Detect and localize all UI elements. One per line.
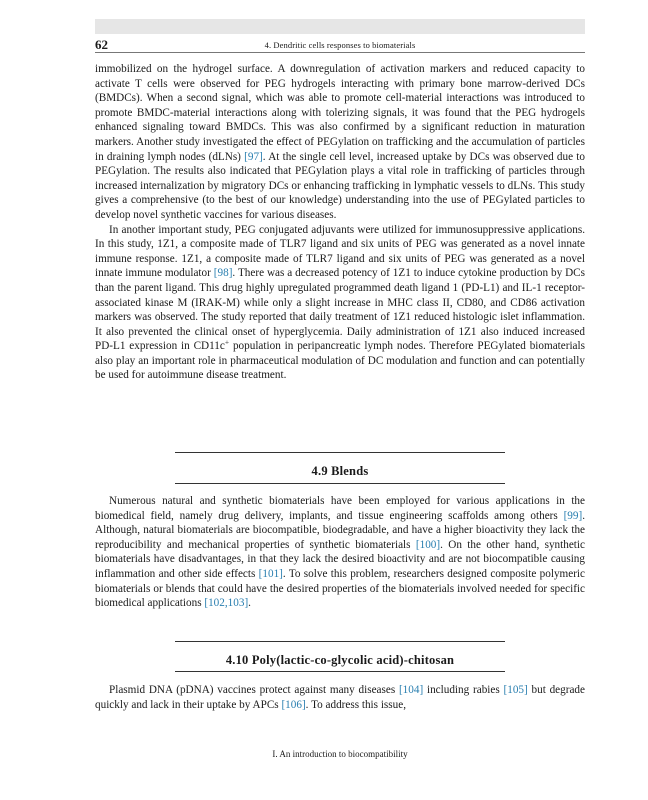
page-footer: I. An introduction to biocompatibility [272,749,408,759]
section-4-9-rule-bottom [175,483,505,484]
header-rule [95,52,585,53]
section-4-10-rule-bottom [175,671,505,672]
section-4-9-rule-top [175,452,505,453]
citation-105[interactable]: [105] [503,684,528,696]
header-bar [95,19,585,34]
paragraph-1: immobilized on the hydrogel surface. A downregulation of activation markers and reduced capacity to activate T cells were observed for PEG hydrogels interacting with primary bone marrow-derived DCs (BMDCs). When a second signal, which was able to promote cell-material interactions was introduced to promote BMDC-material interactions along with tolerizing signals, it was found that the PEG hydrogels enhanced signaling toward BMDCs. This was also confirmed by a significant reduction in maturation markers. Another study investigated the effect of PEGylation on trafficking and the accumulation of particles in draining lymph nodes (dLNs) [97]. At the single cell level, increased uptake by DCs was observed due to PEGylation. The results also indicated that PEGylation plays a vital role in trafficking of particles through increased internalization by migratory DCs or enhancing trafficking in lymphatic vessels to dLNs. This study gives a comprehensive (to the best of our knowledge) understanding into the use of PEGylated particles to develop novel synthetic vaccines for various diseases. [95,63,585,221]
section-4-9-heading: 4.9 Blends [311,464,369,478]
superscript-plus: + [224,337,230,347]
citation-104[interactable]: [104] [398,684,424,696]
citation-102-103[interactable]: [102,103] [204,597,249,610]
section-4-9-body [95,494,585,611]
citation-98[interactable]: [98] [213,267,233,280]
citation-97[interactable]: [97] [244,150,263,163]
citation-100[interactable]: [100] [415,538,441,551]
section-4-10-rule-top [175,641,505,642]
citation-101[interactable]: [101] [258,567,283,580]
paragraph-plga: Plasmid DNA (pDNA) vaccines protect against many diseases [104] including rabies [105] but degrade quickly and lack in their uptake by APCs [106]. To address this issue, [95,684,585,711]
citation-106[interactable]: [106] [281,698,306,711]
section-4-10-heading: 4.10 Poly(lactic-co-glycolic acid)-chitosan [225,653,455,667]
body-text-top [95,62,585,383]
paragraph-2: In another important study, PEG conjugated adjuvants were utilized for immunosuppressive applications. In this study, 1Z1, a composite made of TLR7 ligand and six units of PEG was generated as a novel innate immune response. 1Z1, a composite made of TLR7 ligand and six units of PEG was generated as a novel innate immune modulator [98]. There was a decreased potency of 1Z1 to induce cytokine production by DCs than the parent ligand. This drug highly upregulated programmed death ligand 1 (PD-L1) and IL-1 receptor-associated kinase M (IRAK-M) while only a slight increase in MHC class II, CD80, and CD86 activation markers was observed. The study reported that daily treatment of 1Z1 reduced histologic islet inflammation. It also prevented the clinical onset of hyperglycemia. Daily administration of 1Z1 also induced increased PD-L1 expression in CD11c+ population in peripancreatic lymph nodes. Therefore PEGylated biomaterials also play an important role in pharmaceutical modulation of DC modulation and function and can potentially be used for autoimmune disease treatment. [95,223,585,382]
citation-99[interactable]: [99] [563,509,583,522]
paragraph-blends: Numerous natural and synthetic biomaterials have been employed for various applications in the biomedical field, namely drug delivery, implants, and tissue engineering scaffolds among others [99]. Although, natural biomaterials are biocompatible, biodegradable, and have a higher bioactivity they lack the reproducibility and mechanical properties of synthetic biomaterials [100]. On the other hand, synthetic biomaterials have disadvantages, in that they lack the desired bioactivity and are not biocompatible causing inflammation and other side effects [101]. To solve this problem, researchers designed composite polymeric biomaterials or blends that could have the desired properties of the biomaterials involved needed for specific biomedical applications [102,103]. [95,495,586,610]
section-4-10-body [95,683,585,712]
page-number: 62 [95,37,108,52]
running-head: 4. Dendritic cells responses to biomaterials [264,40,416,50]
